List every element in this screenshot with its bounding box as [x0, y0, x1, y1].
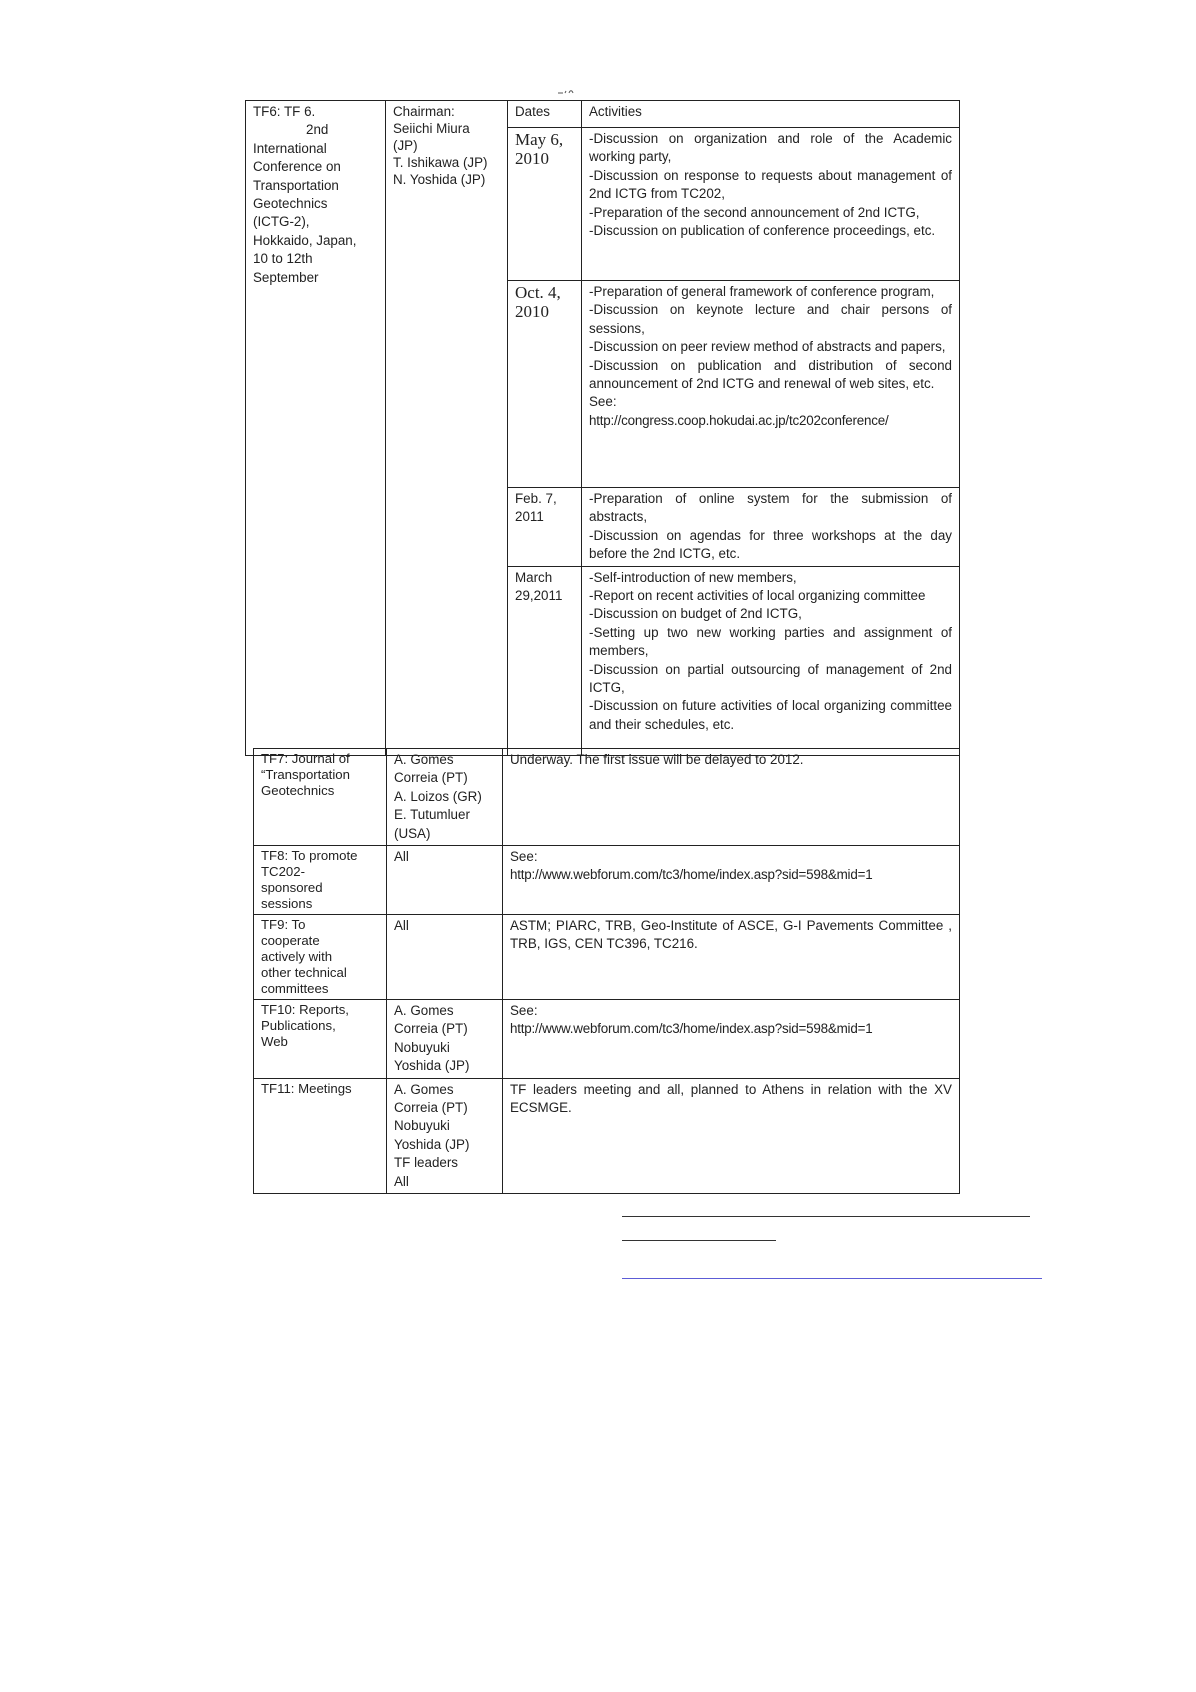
member-line: A. Loizos (GR) — [394, 788, 482, 804]
activities-cell — [503, 915, 960, 1000]
activity-item: -Discussion on response to requests about management of 2nd ICTG from TC202, — [589, 167, 952, 202]
task-line: sponsored — [261, 880, 323, 896]
meeting-date — [508, 488, 582, 567]
member-line: Correia (PT) — [394, 1100, 468, 1116]
activities-cell — [503, 1000, 960, 1079]
task-line: “Transportation — [261, 767, 350, 782]
date-line: 2011 — [515, 509, 544, 525]
task-line: TF6: TF 6. — [253, 104, 316, 119]
task-cell — [254, 1000, 387, 1079]
date-line: March — [515, 569, 553, 585]
activity-item: -Report on recent activities of local organizing committee — [589, 588, 926, 604]
member-line: Chairman: — [393, 104, 455, 119]
member-line: Seiichi Miura — [393, 121, 470, 136]
task-line: Publications, — [261, 1018, 336, 1034]
webforum-link[interactable]: http://www.webforum.com/tc3/home/index.asp?sid=598&mid=1 — [510, 867, 873, 883]
cropped-text-fragment — [558, 89, 574, 95]
activity-item: -Discussion on keynote lecture and chair persons of sessions, — [589, 302, 952, 336]
date-line: May 6, — [515, 130, 564, 149]
members-cell — [387, 749, 503, 846]
task-force-table — [253, 748, 960, 1194]
tf6-table — [245, 100, 960, 756]
task-force-row-tf11 — [254, 1078, 960, 1193]
member-line: T. Ishikawa (JP) — [393, 155, 488, 170]
task-line: TF8: To promote — [261, 848, 358, 864]
activities-cell — [503, 1078, 960, 1193]
activity-text: See: — [510, 849, 538, 865]
date-line: Oct. 4, — [515, 283, 561, 302]
meeting-date — [508, 128, 582, 281]
date-line: 2010 — [515, 149, 549, 168]
member-line: Nobuyuki — [394, 1118, 450, 1134]
footer-rule — [622, 1216, 1030, 1217]
task-cell — [254, 1078, 387, 1193]
task-line: TF10: Reports, — [261, 1002, 349, 1018]
activity-item: -Discussion on partial outsourcing of management of 2nd ICTG, — [589, 661, 952, 696]
activity-item: -Preparation of general framework of conference program, — [589, 284, 935, 299]
task-line: Hokkaido, Japan, — [253, 232, 357, 248]
activity-text: ASTM; PIARC, TRB, Geo-Institute of ASCE, G-I Pavements Committee , TRB, IGS, CEN TC396, TC216. — [510, 918, 952, 952]
activity-item: -Discussion on publication of conference proceedings, etc. — [589, 223, 936, 239]
members-cell — [387, 915, 503, 1000]
task-line: other technical — [261, 965, 347, 981]
activity-item: -Discussion on peer review method of abstracts and papers, — [589, 339, 946, 355]
task-cell — [254, 846, 387, 915]
task-line: Geotechnics — [253, 196, 328, 212]
task-cell — [254, 915, 387, 1000]
activity-item: -Discussion on organization and role of the Academic working party, — [589, 131, 952, 165]
member-line: All — [394, 918, 409, 934]
activity-item: -Preparation of online system for the submission of abstracts, — [589, 491, 952, 525]
member-line: A. Gomes — [394, 752, 454, 767]
members-cell — [387, 1078, 503, 1193]
task-force-row-tf7 — [254, 749, 960, 846]
activity-item: -Discussion on publication and distribution of second announcement of 2nd ICTG and renewal of web sites, etc. — [589, 357, 952, 392]
activity-item: -Setting up two new working parties and assignment of members, — [589, 624, 952, 659]
member-line: E. Tutumluer — [394, 807, 470, 823]
footer-rule-short — [622, 1240, 776, 1241]
activity-text: See: — [510, 1003, 538, 1019]
task-line: Geotechnics — [261, 783, 335, 798]
task-force-row-tf10 — [254, 1000, 960, 1079]
task-line: 10 to 12th — [253, 251, 313, 267]
dates-header: Dates — [508, 101, 582, 128]
member-line: N. Yoshida (JP) — [393, 172, 486, 187]
activity-item: See: — [589, 394, 617, 410]
member-line: All — [394, 849, 409, 865]
task-line: Web — [261, 1034, 288, 1050]
task-line: Transportation — [253, 177, 339, 193]
task-line: cooperate — [261, 933, 320, 949]
activity-text: Underway. The first issue will be delayed to 2012. — [510, 752, 804, 767]
activity-item: -Self-introduction of new members, — [589, 569, 797, 585]
task-line: TF9: To — [261, 917, 306, 933]
task-line: September — [253, 269, 319, 285]
activities-header: Activities — [582, 101, 960, 128]
task-line: actively with — [261, 949, 333, 965]
activities-cell — [503, 749, 960, 846]
member-line: TF leaders — [394, 1155, 458, 1171]
activity-item: -Discussion on budget of 2nd ICTG, — [589, 606, 802, 622]
date-line: 29,2011 — [515, 588, 563, 604]
meeting-activities — [582, 566, 960, 755]
tf6-header-row — [246, 101, 960, 128]
member-line: Yoshida (JP) — [394, 1058, 470, 1074]
date-line: 2010 — [515, 302, 549, 321]
webforum-link[interactable]: http://www.webforum.com/tc3/home/index.asp?sid=598&mid=1 — [510, 1021, 873, 1037]
activity-item: -Discussion on future activities of local organizing committee and their schedules, etc. — [589, 698, 952, 732]
member-line: (JP) — [393, 138, 418, 153]
task-line: 2nd — [306, 122, 329, 138]
tf6-task-cell — [246, 101, 386, 756]
task-cell — [254, 749, 387, 846]
task-line: International — [253, 140, 327, 156]
meeting-activities — [582, 488, 960, 567]
meeting-activities — [582, 128, 960, 281]
member-line: (USA) — [394, 825, 431, 841]
activities-cell — [503, 846, 960, 915]
member-line: All — [394, 1173, 409, 1189]
meeting-activities — [582, 281, 960, 488]
member-line: Yoshida (JP) — [394, 1136, 470, 1152]
task-line: Conference on — [253, 159, 341, 175]
task-line: TF11: Meetings — [261, 1080, 352, 1096]
members-cell — [387, 1000, 503, 1079]
tf6-members-cell — [386, 101, 508, 756]
member-line: Correia (PT) — [394, 1021, 468, 1037]
footer-link-underline — [622, 1278, 1042, 1279]
meeting-date — [508, 281, 582, 488]
members-cell — [387, 846, 503, 915]
activity-item: -Discussion on agendas for three workshops at the day before the 2nd ICTG, etc. — [589, 527, 952, 562]
task-line: sessions — [261, 896, 313, 912]
activity-text: TF leaders meeting and all, planned to Athens in relation with the XV ECSMGE. — [510, 1081, 952, 1116]
task-force-row-tf9 — [254, 915, 960, 1000]
task-line: committees — [261, 981, 329, 997]
activity-item: -Preparation of the second announcement of 2nd ICTG, — [589, 204, 920, 220]
date-line: Feb. 7, — [515, 491, 557, 506]
task-force-row-tf8 — [254, 846, 960, 915]
member-line: A. Gomes — [394, 1081, 454, 1097]
member-line: A. Gomes — [394, 1003, 454, 1019]
member-line: Correia (PT) — [394, 770, 468, 786]
meeting-date — [508, 566, 582, 755]
conference-link[interactable]: http://congress.coop.hokudai.ac.jp/tc202conference/ — [589, 412, 889, 428]
task-line: TF7: Journal of — [261, 751, 350, 766]
task-line: TC202- — [261, 864, 305, 880]
member-line: Nobuyuki — [394, 1039, 450, 1055]
task-line: (ICTG-2), — [253, 214, 310, 230]
